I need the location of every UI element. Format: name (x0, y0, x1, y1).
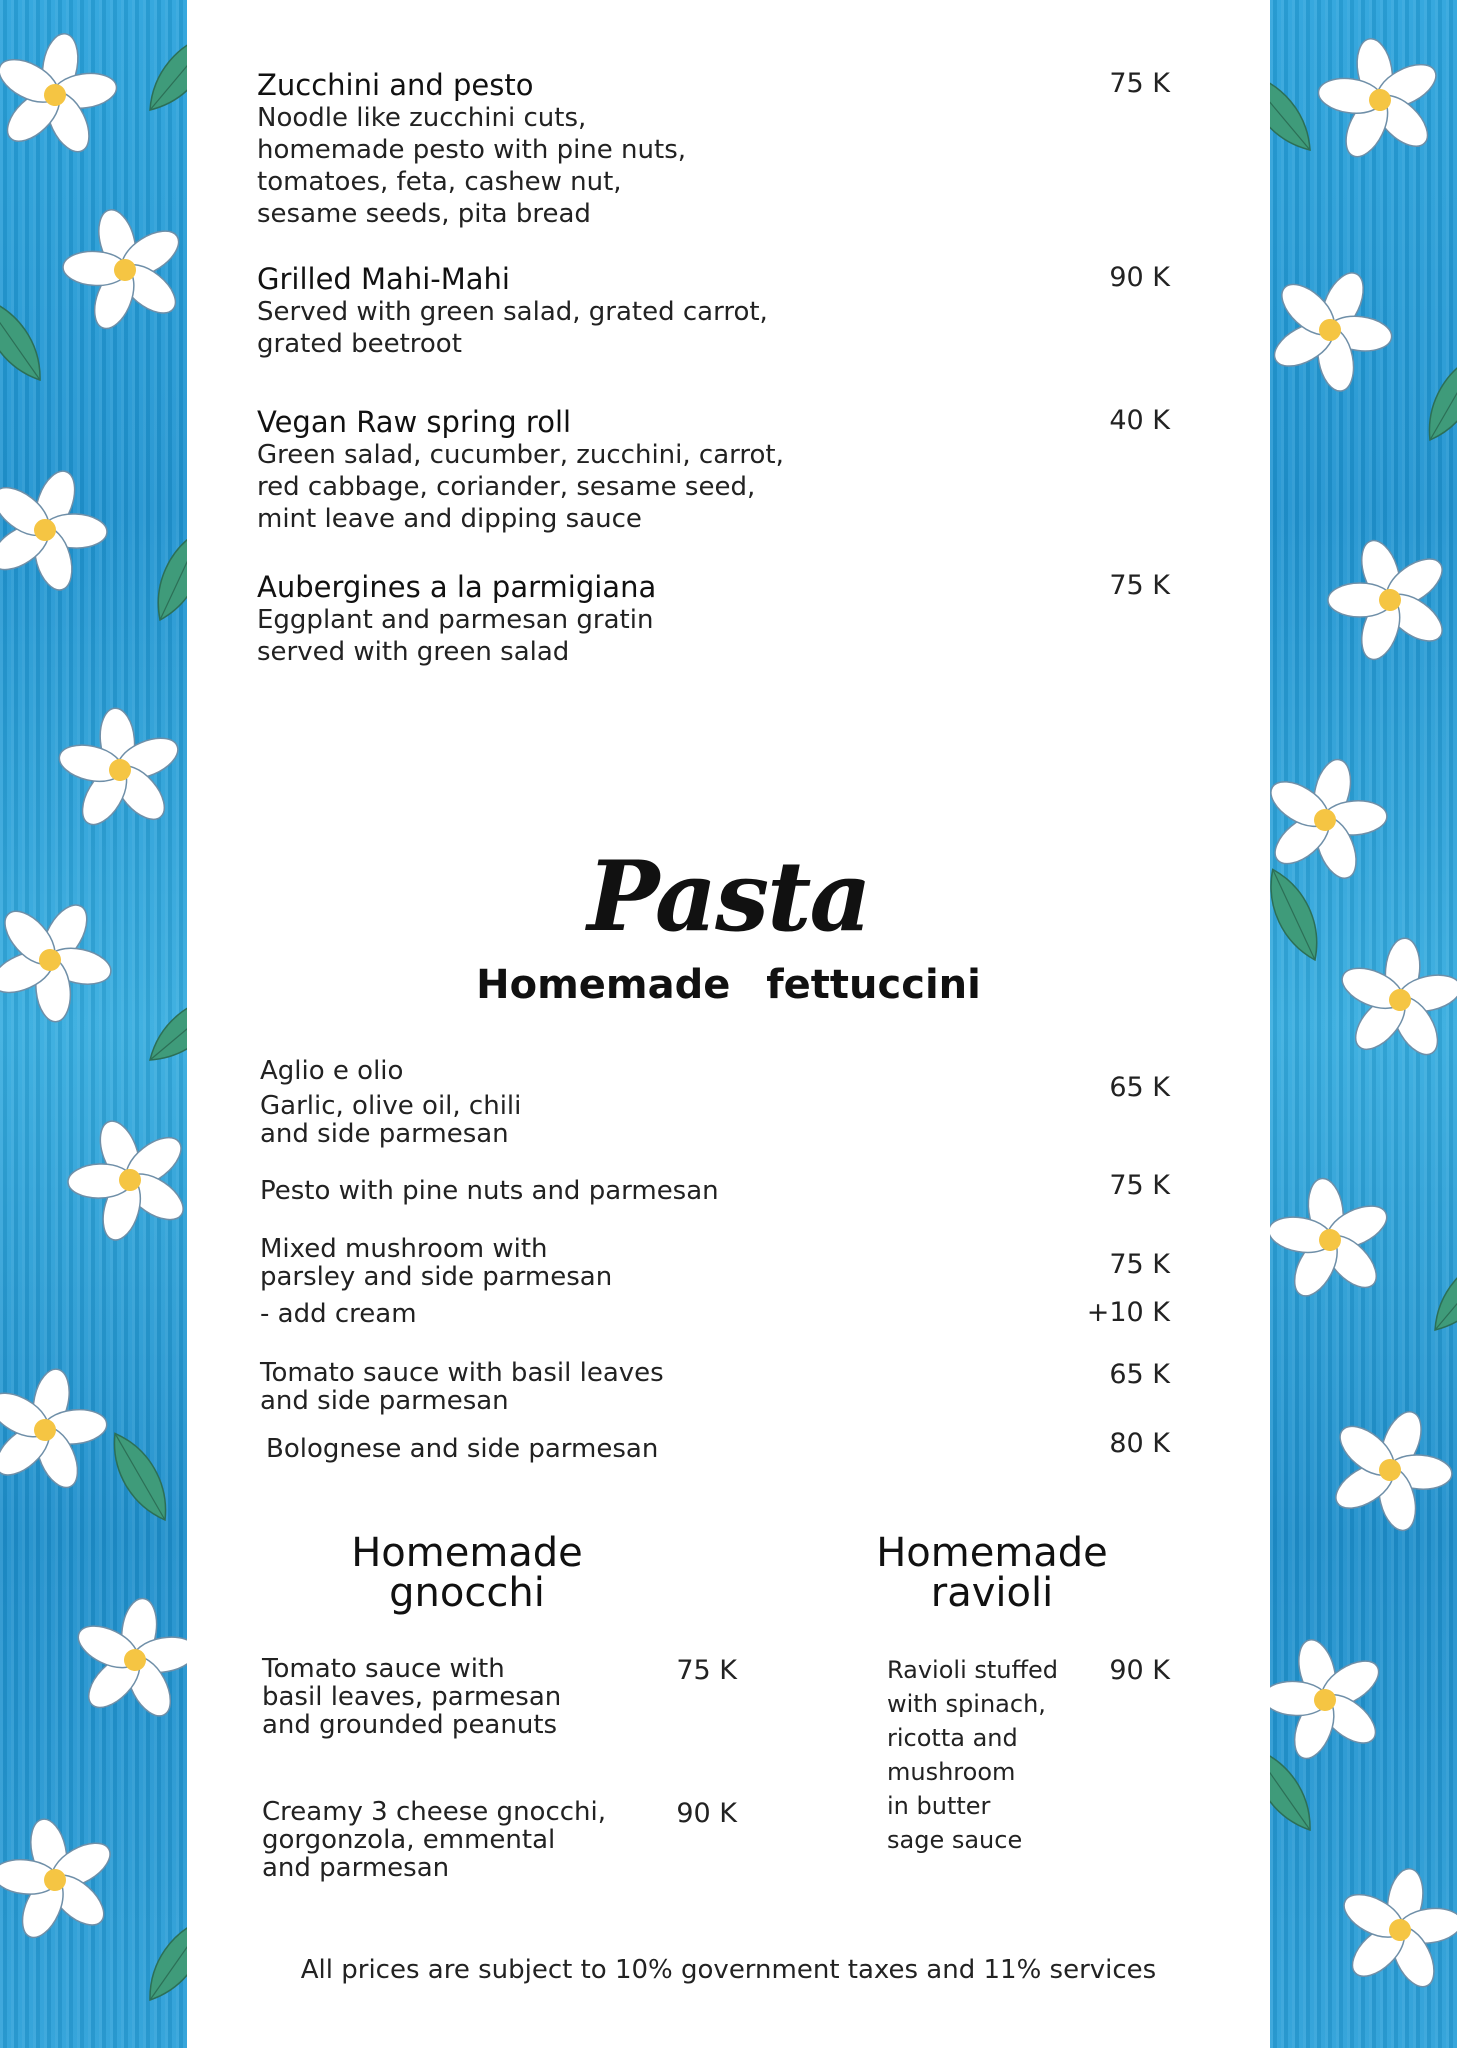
pasta-item-price-bolognese: 80 K (1109, 1428, 1170, 1459)
pasta-item-price-aglio: 65 K (1109, 1072, 1170, 1103)
item-price-aubergines: 75 K (1109, 570, 1170, 601)
ravioli-item-desc: Ravioli stuffed with spinach, ricotta and mushroom in butter sage sauce (887, 1656, 1059, 1854)
ravioli-item-price: 90 K (1109, 1655, 1170, 1686)
pasta-item-desc-add-cream: - add cream (260, 1299, 417, 1329)
item-desc-aubergines: Eggplant and parmesan gratin served with green salad (257, 605, 654, 667)
pasta-item-price-mushroom: 75 K (1109, 1249, 1170, 1280)
item-name-zucchini: Zucchini and pesto (257, 68, 534, 102)
pasta-title: Pasta (587, 840, 870, 953)
left-floral-border (0, 0, 187, 2048)
pasta-item-desc-bolognese: Bolognese and side parmesan (266, 1434, 659, 1464)
pasta-item-price-tomato: 65 K (1109, 1359, 1170, 1390)
pasta-item-desc-aglio: Garlic, olive oil, chili and side parmesan (260, 1091, 522, 1149)
gnocchi-item-desc-tomato: Tomato sauce with basil leaves, parmesan and grounded peanuts (262, 1654, 562, 1740)
gnocchi-item-price-cheese: 90 K (676, 1798, 737, 1829)
pasta-item-desc-tomato: Tomato sauce with basil leaves and side parmesan (260, 1358, 664, 1416)
gnocchi-title: Homemade gnocchi (351, 1530, 583, 1616)
item-name-mahi-mahi: Grilled Mahi-Mahi (257, 262, 510, 296)
item-desc-zucchini: Noodle like zucchini cuts, homemade pesto with pine nuts, tomatoes, feta, cashew nut, sesame seeds, pita bread (257, 103, 686, 229)
pasta-item-name-aglio: Aglio e olio (260, 1056, 404, 1086)
right-flowers-art (1270, 0, 1457, 2048)
right-floral-border (1270, 0, 1457, 2048)
left-flowers-art (0, 0, 187, 2048)
pasta-item-desc-pesto: Pesto with pine nuts and parmesan (260, 1176, 719, 1206)
pasta-item-price-add-cream: +10 K (1086, 1297, 1170, 1328)
gnocchi-item-price-tomato: 75 K (676, 1655, 737, 1686)
menu-page (187, 0, 1270, 2048)
item-price-spring-roll: 40 K (1109, 405, 1170, 436)
pasta-item-desc-mushroom: Mixed mushroom with parsley and side parmesan (260, 1234, 613, 1292)
item-price-zucchini: 75 K (1109, 68, 1170, 99)
pasta-item-price-pesto: 75 K (1109, 1170, 1170, 1201)
item-name-spring-roll: Vegan Raw spring roll (257, 405, 572, 439)
tax-footer-note: All prices are subject to 10% government taxes and 11% services (300, 1955, 1157, 1985)
item-desc-spring-roll: Green salad, cucumber, zucchini, carrot, red cabbage, coriander, sesame seed, mint leave and dipping sauce (257, 440, 784, 534)
gnocchi-item-desc-cheese: Creamy 3 cheese gnocchi, gorgonzola, emmental and parmesan (262, 1797, 607, 1883)
ravioli-title: Homemade ravioli (876, 1530, 1108, 1616)
pasta-subtitle: Homemade fettuccini (476, 962, 981, 1008)
item-desc-mahi-mahi: Served with green salad, grated carrot, grated beetroot (257, 297, 768, 359)
item-name-aubergines: Aubergines a la parmigiana (257, 570, 657, 604)
item-price-mahi-mahi: 90 K (1109, 262, 1170, 293)
